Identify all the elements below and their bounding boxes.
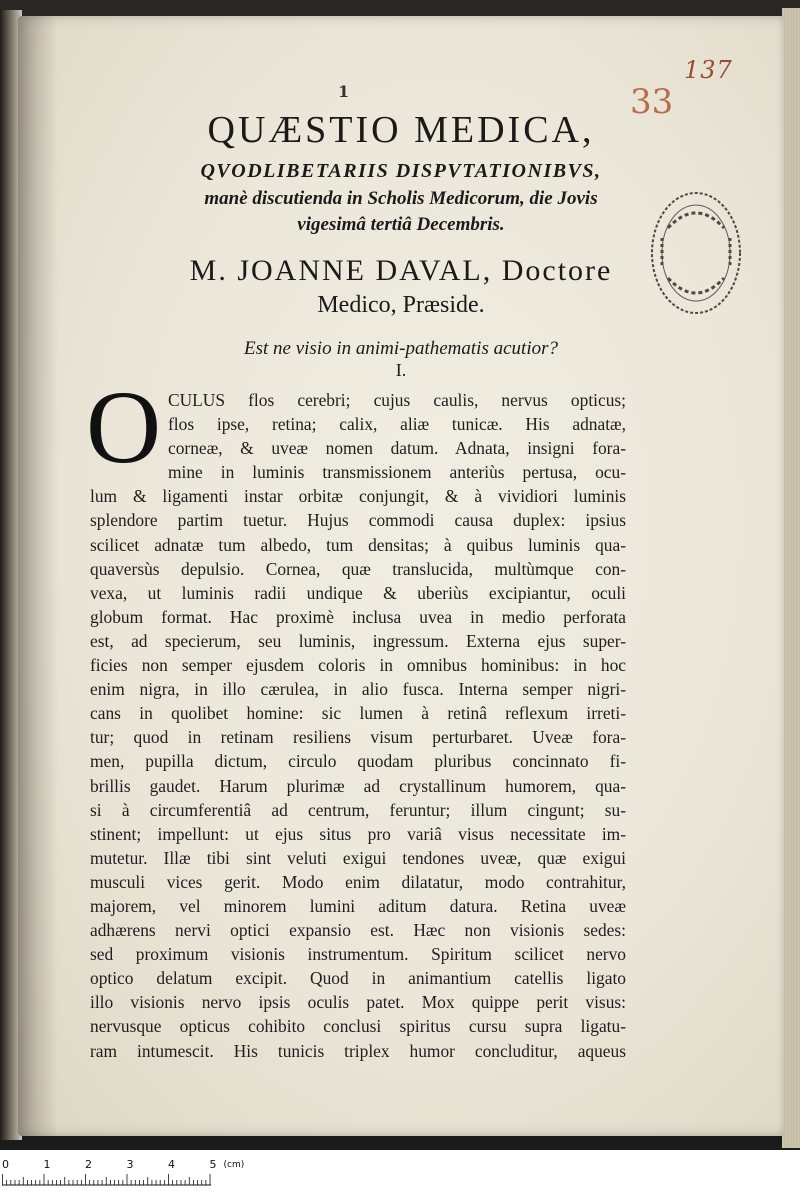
- body-line: flos ipse, retina; calix, aliæ tunicæ. His adnatæ,: [168, 414, 626, 435]
- body-line: majorem, vel minorem lumini aditum datura. Retina uveæ: [90, 895, 626, 916]
- scale-label: 2: [85, 1158, 92, 1171]
- book-page: [18, 16, 784, 1136]
- body-line: globum format. Hac proximè inclusa uvea in medio perforata: [90, 606, 626, 627]
- body-line: corneæ, & uveæ nomen datum. Adnata, insigni fora-: [168, 438, 626, 459]
- body-line: est, ad specierum, seu luminis, ingressum. Externa ejus super-: [90, 630, 626, 651]
- drop-cap: O: [86, 370, 162, 485]
- body-text: [90, 388, 626, 1063]
- body-line: tur; quod in retinam resiliens visum perturbaret. Uveæ fora-: [90, 727, 626, 748]
- body-line: quaversùs depulsio. Cornea, quæ translucida, multùmque con-: [90, 558, 626, 579]
- praeses-line-1: M. JOANNE DAVAL, Doctore: [189, 254, 613, 287]
- scale-label: 4: [168, 1158, 175, 1171]
- body-line: splendore partim tuetur. Hujus commodi causa duplex: ipsius: [90, 510, 626, 531]
- body-line: stinent; impellunt: ut ejus situs pro variâ visus necessitate im-: [90, 823, 626, 844]
- subtitle-line-3: vigesimâ tertiâ Decembris.: [297, 214, 505, 235]
- body-line: ficies non semper ejusdem coloris in omnibus hominibus: in hoc: [90, 655, 626, 676]
- body-line: illo visionis nervo ipsis oculis patet. Mox quippe perit visus:: [90, 992, 626, 1013]
- scale-unit: (cm): [223, 1160, 245, 1170]
- scale-label: 5: [209, 1158, 217, 1171]
- body-line: CULUS flos cerebri; cujus caulis, nervus opticus;: [168, 390, 626, 410]
- body-line: mine in luminis transmissionem anteriùs pertusa, ocu-: [168, 462, 626, 483]
- body-line: enim nigra, in illo cærulea, in alio fusca. Interna semper nigri-: [90, 679, 626, 700]
- body-line: si à circumferentiâ ad centrum, feruntur; illum cingunt; su-: [90, 799, 626, 820]
- handwritten-folio-number: 137: [684, 56, 733, 84]
- body-line: mutetur. Illæ tibi sint veluti exigui tendones uveæ, quæ exigui: [90, 847, 626, 868]
- handwritten-number: 33: [630, 82, 674, 122]
- ruler-icon: [2, 1174, 214, 1186]
- body-line: cans in quolibet homine: sic lumen à retinâ reflexum irreti-: [90, 703, 626, 724]
- scale-label: 3: [126, 1158, 134, 1171]
- body-line: lum & ligamenti instar orbitæ conjungit, & à vividiori luminis: [90, 486, 626, 507]
- section-number: I.: [395, 360, 407, 380]
- body-line: men, pupilla dictum, circulo quodam pluribus concinnato fi-: [90, 751, 626, 772]
- praeses-line-2: Medico, Præside.: [317, 292, 485, 318]
- scale-label: 1: [43, 1158, 51, 1171]
- body-line: adhærens nervi optici expansio est. Hæc non visionis sedes:: [90, 920, 626, 941]
- body-line: ram intumescit. His tunicis triplex humor concluditur, aqueus: [90, 1040, 626, 1061]
- body-line: brillis gaudet. Harum plurimæ ad crystallinum humorem, qua-: [90, 775, 626, 796]
- gutter-shadow: [18, 16, 58, 1136]
- scale-label: 0: [2, 1158, 9, 1171]
- body-line: musculi vices gerit. Modo enim dilatatur, modo contrahitur,: [90, 871, 626, 892]
- subtitle-line-1: QVODLIBETARIIS DISPVTATIONIBVS,: [200, 160, 602, 182]
- page-stack-edge: [782, 8, 800, 1148]
- body-line: vexa, ut luminis radii undique & uberiùs excipiantur, oculi: [90, 582, 626, 603]
- body-line: sed proximum visionis instrumentum. Spiritum scilicet nervo: [90, 944, 626, 965]
- subtitle-line-2: manè discutienda in Scholis Medicorum, die Jovis: [204, 188, 598, 209]
- question-heading: Est ne visio in animi-pathematis acutior?: [243, 338, 558, 359]
- body-line: optico delatum excipit. Quod in animantium catellis ligato: [90, 968, 626, 989]
- page-title: QUÆSTIO MEDICA,: [207, 109, 595, 151]
- scale-labels: [2, 1158, 262, 1172]
- body-line: nervusque opticus cohibito conclusi spiritus cursu supra ligatu-: [90, 1016, 626, 1037]
- body-line: scilicet adnatæ tum albedo, tum densitas; à quibus luminis qua-: [90, 534, 626, 555]
- page-number: 1: [338, 82, 350, 101]
